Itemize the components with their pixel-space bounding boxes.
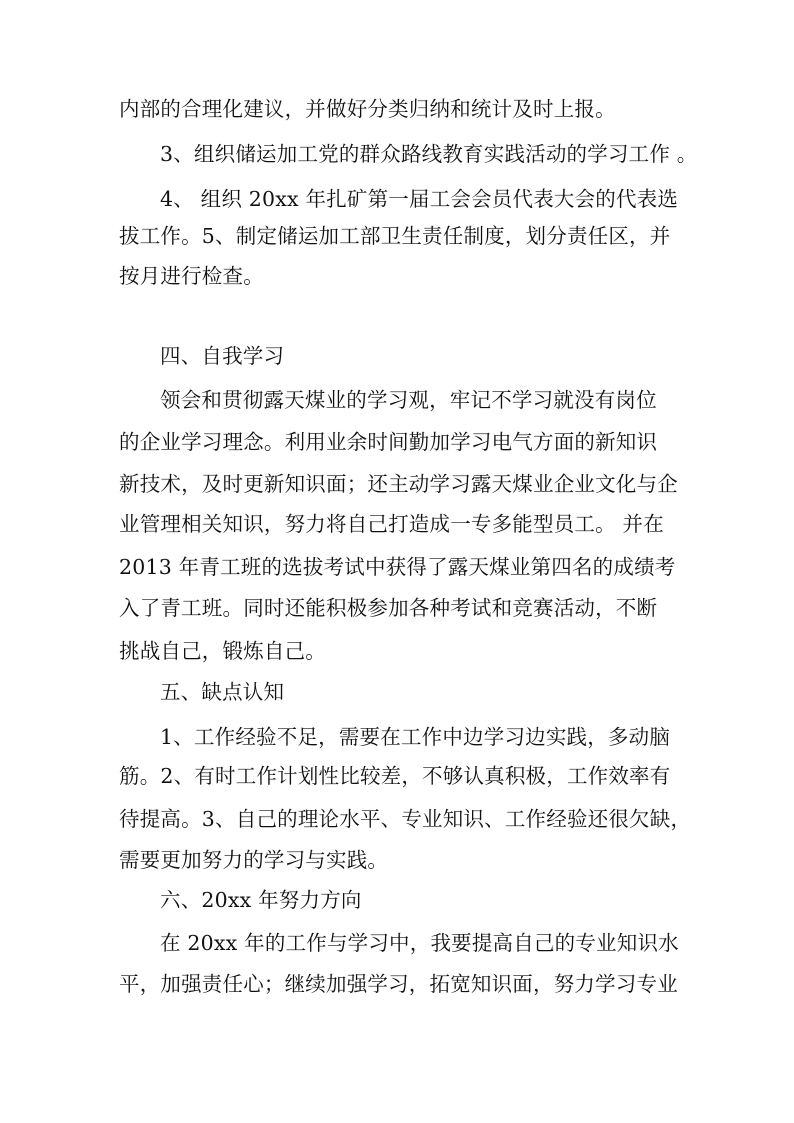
text-line: 平，加强责任心；继续加强学习，拓宽知识面，努力学习专业	[119, 972, 678, 996]
text-line: 1、工作经验不足，需要在工作中边学习边实践，多动脑	[160, 725, 671, 749]
text-line: 领会和贯彻露天煤业的学习观，牢记不学习就没有岗位	[160, 388, 657, 412]
section-heading: 六、20xx 年努力方向	[160, 888, 362, 912]
text-line: 挑战自己，锻炼自己。	[119, 639, 326, 663]
text-line: 需要更加努力的学习与实践。	[119, 848, 389, 872]
text-line: 待提高。3、自己的理论水平、专业知识、工作经验还很欠缺，	[119, 807, 692, 831]
text-line: 内部的合理化建议，并做好分类归纳和统计及时上报。	[119, 97, 616, 121]
section-heading: 五、缺点认知	[160, 680, 285, 704]
text-line: 新技术，及时更新知识面；还主动学习露天煤业企业文化与企	[119, 472, 678, 496]
section-heading: 四、自我学习	[160, 344, 285, 368]
text-line: 的企业学习理念。利用业余时间勤加学习电气方面的新知识	[119, 430, 658, 454]
text-line: 业管理相关知识，努力将自己打造成一专多能型员工。 并在	[119, 512, 664, 536]
text-line: 2013 年青工班的选拔考试中获得了露天煤业第四名的成绩考	[119, 555, 676, 579]
text-line: 入了青工班。同时还能积极参加各种考试和竞赛活动，不断	[119, 596, 658, 620]
text-line: 4、 组织 20xx 年扎矿第一届工会会员代表大会的代表选	[160, 187, 679, 211]
text-line: 3、组织储运加工党的群众路线教育实践活动的学习工作 。	[160, 142, 698, 166]
text-line: 筋。2、有时工作计划性比较差，不够认真积极，工作效率有	[119, 764, 671, 788]
text-line: 拔工作。5、制定储运加工部卫生责任制度，划分责任区，并	[119, 224, 671, 248]
text-line: 在 20xx 年的工作与学习中，我要提高自己的专业知识水	[160, 931, 679, 955]
text-line: 按月进行检查。	[119, 264, 264, 288]
